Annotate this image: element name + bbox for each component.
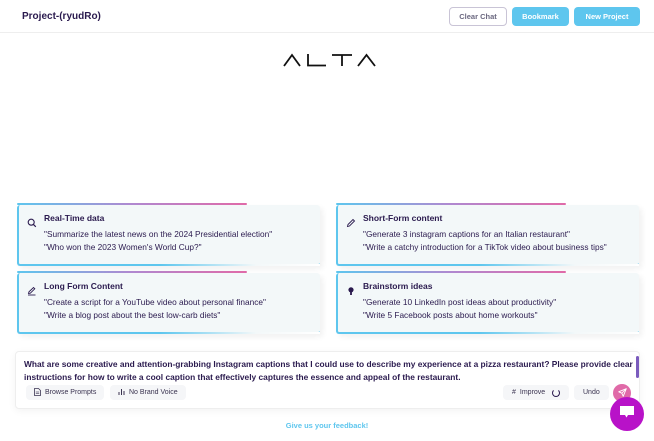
prompt-composer — [15, 351, 640, 409]
search-icon — [27, 215, 37, 225]
alta-logo — [283, 53, 377, 67]
alta-logo-mark — [283, 53, 377, 67]
bookmark-button[interactable]: Bookmark — [512, 7, 569, 26]
lightbulb-icon — [346, 283, 356, 293]
card-example: "Write a blog post about the best low-carb diets" — [44, 310, 221, 320]
prompt-card-brainstorm-ideas[interactable] — [336, 273, 639, 334]
project-title: Project-(ryudRo) — [22, 10, 101, 22]
improve-button[interactable] — [503, 385, 569, 400]
card-example: "Write 5 Facebook posts about home workouts" — [363, 310, 538, 320]
improve-label: Improve — [519, 389, 546, 396]
prompt-card-real-time-data[interactable] — [17, 205, 320, 266]
feedback-link-row — [0, 421, 654, 430]
bar-chart-icon — [118, 388, 125, 397]
card-title: Real-Time data — [44, 213, 105, 223]
card-example: "Write a catchy introduction for a TikTok video about business tips" — [363, 242, 607, 252]
card-title: Brainstorm ideas — [363, 281, 433, 291]
brand-voice-label: No Brand Voice — [129, 389, 178, 396]
loading-spinner-icon — [552, 389, 560, 397]
feedback-link[interactable]: Give us your feedback! — [285, 421, 369, 430]
browse-prompts-button[interactable] — [26, 385, 104, 400]
card-example: "Who won the 2023 Women's World Cup?" — [44, 242, 202, 252]
card-example: "Summarize the latest news on the 2024 Presidential election" — [44, 229, 273, 239]
card-title: Long Form Content — [44, 281, 123, 291]
clear-chat-button[interactable]: Clear Chat — [449, 7, 507, 26]
undo-button[interactable] — [574, 385, 609, 400]
prompt-input[interactable]: What are some creative and attention-grabbing Instagram captions that I could use to describe my experience at a pizza restaurant? Please provide clear instructions for how to write a cool caption that effectively captures the essence and appeal of the restaurant. — [24, 359, 633, 382]
card-example: "Create a script for a YouTube video about personal finance" — [44, 297, 266, 307]
card-example: "Generate 3 instagram captions for an Italian restaurant" — [363, 229, 570, 239]
browse-prompts-label: Browse Prompts — [45, 389, 97, 396]
card-example: "Generate 10 LinkedIn post ideas about productivity" — [363, 297, 557, 307]
pencil-icon — [346, 215, 356, 225]
top-bar — [0, 0, 654, 33]
prompt-card-short-form-content[interactable] — [336, 205, 639, 266]
brand-voice-button[interactable] — [110, 385, 186, 400]
composer-scrollbar[interactable] — [636, 356, 639, 378]
undo-label: Undo — [583, 389, 600, 396]
hash-icon: # — [512, 389, 516, 396]
header-actions — [449, 7, 640, 26]
pen-icon — [27, 283, 37, 293]
card-title: Short-Form content — [363, 213, 443, 223]
document-icon — [34, 388, 41, 398]
new-project-button[interactable]: New Project — [574, 7, 640, 26]
prompt-card-long-form-content[interactable] — [17, 273, 320, 334]
